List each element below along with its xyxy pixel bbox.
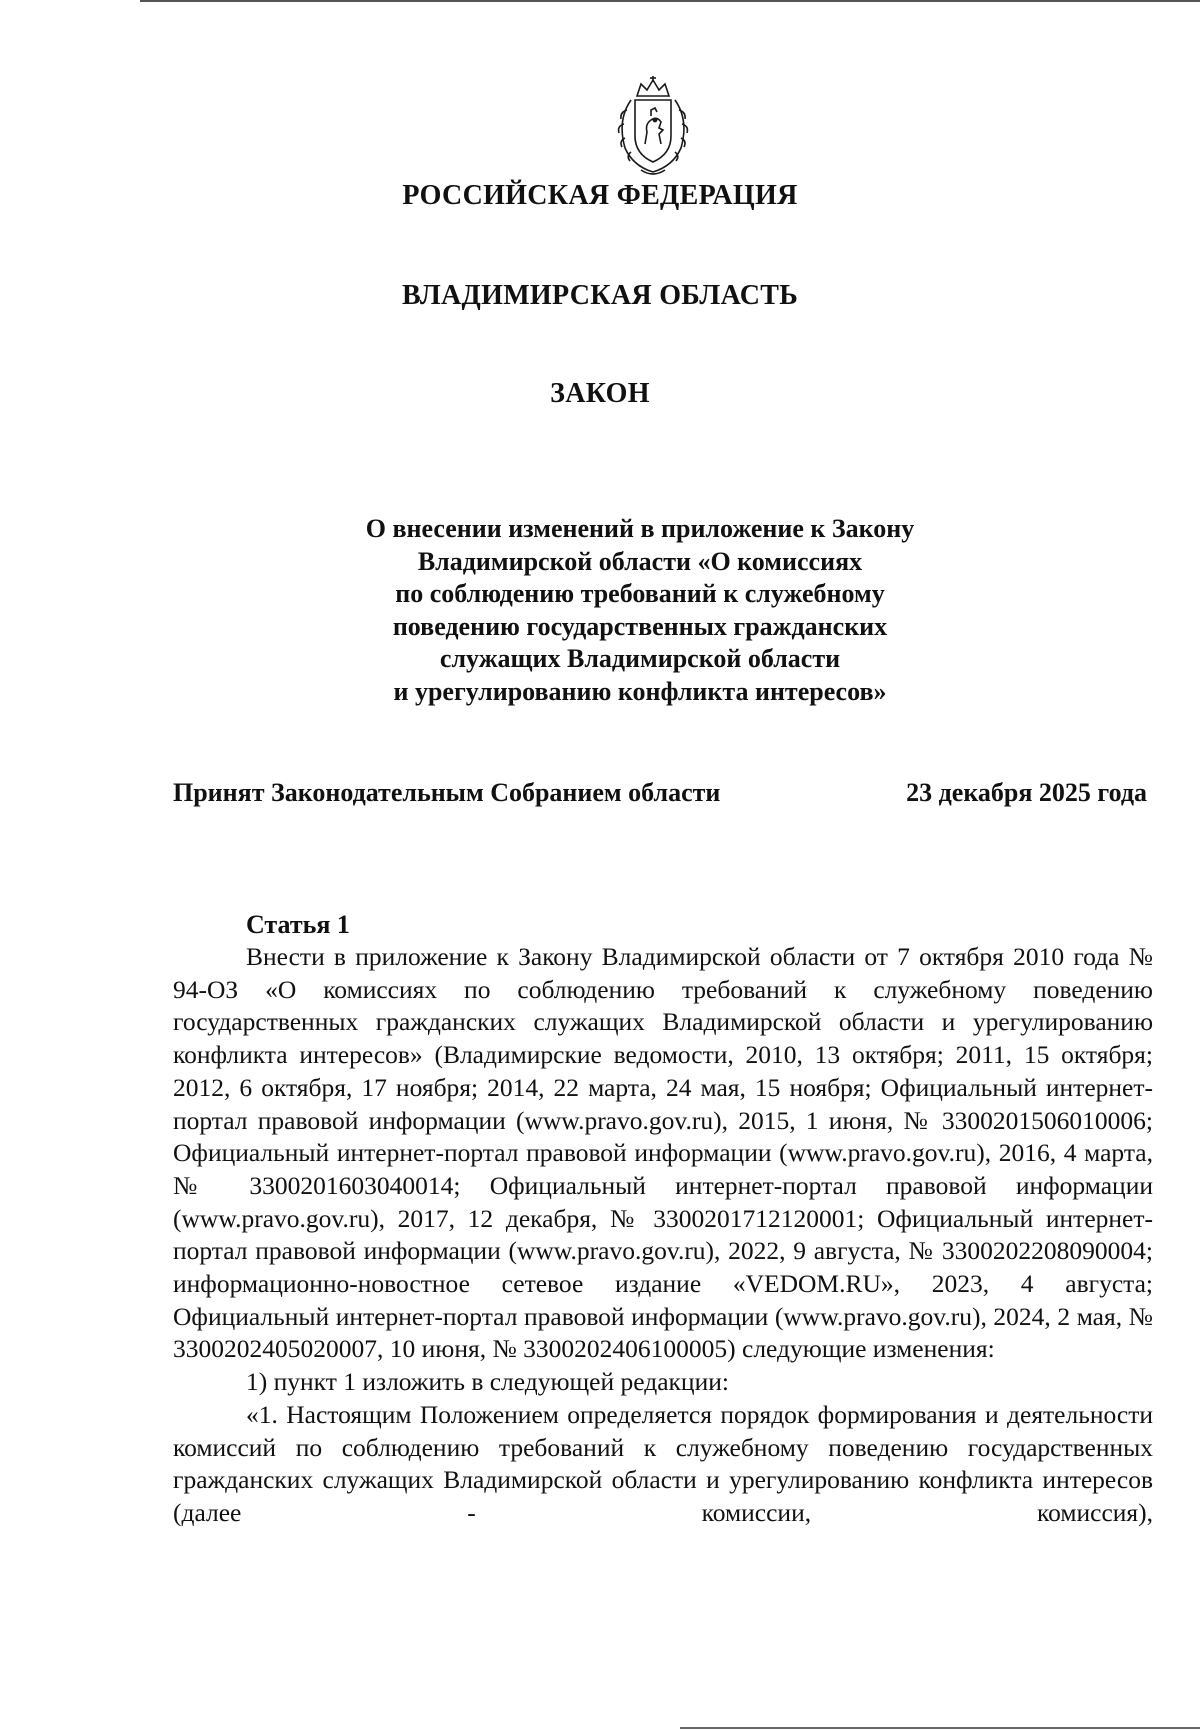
law-title-line: поведению государственных гражданских	[392, 611, 888, 641]
law-title-line: служащих Владимирской области	[439, 644, 841, 673]
scan-edge-top	[140, 0, 1200, 2]
law-title-line: и урегулированию конфликта интересов»	[393, 676, 887, 706]
law-title-line: по соблюдению требований к служебному	[395, 579, 885, 608]
country-heading: РОССИЙСКАЯ ФЕДЕРАЦИЯ	[402, 180, 798, 211]
coat-of-arms-emblem-icon	[607, 74, 699, 180]
law-title	[290, 513, 990, 708]
law-title-line: О внесении изменений в приложение к Закону	[365, 514, 915, 543]
article-heading: Статья 1	[246, 910, 350, 939]
article-paragraph: 1) пункт 1 изложить в следующей редакции:	[246, 1367, 729, 1397]
law-title-line: Владимирской области «О комиссиях	[417, 546, 863, 576]
article-body	[173, 941, 1153, 1530]
adoption-line	[173, 778, 1147, 814]
article-paragraph: Внести в приложение к Закону Владимирской области от 7 октября 2010 года № 94-ОЗ «О комиссиях по соблюдению требований к служебному поведению государственных гражданских служащих Владимирской области и урегулированию конфликта интересов» (Владимирские ведомости, 2010, 13 октября; 2011, 15 октября; 2012, 6 октября, 17 ноября; 2014, 22 марта, 24 мая, 15 ноября; Официальный интернет-портал правовой информации (www.pravo.gov.ru), 2015, 1 июня, № 3300201506010006; Официальный интернет-портал правовой информации (www.pravo.gov.ru), 2016, 4 марта, № 3300201603040014; Официальный интернет-портал правовой информации (www.pravo.gov.ru), 2017, 12 декабря, № 3300201712120001; Официальный интернет-портал правовой информации (www.pravo.gov.ru), 2022, 9 августа, № 3300202208090004; информационно-новостное сетевое издание «VEDOM.RU», 2023, 4 августа; Официальный интернет-портал правовой информации (www.pravo.gov.ru), 2024, 2 мая, № 3300202405020007, 10 июня, № 3300202406100005) следующие изменения:	[173, 942, 1153, 1364]
adoption-date: 23 декабря 2025 года	[906, 778, 1147, 807]
document-type-heading: ЗАКОН	[550, 378, 650, 409]
region-heading: ВЛАДИМИРСКАЯ ОБЛАСТЬ	[401, 280, 799, 311]
adopted-by: Принят Законодательным Собранием области	[173, 778, 721, 807]
article-paragraph: «1. Настоящим Положением определяется порядок формирования и деятельности комиссий по соблюдению требований к служебному поведению государственных гражданских служащих Владимирской области и урегулированию конфликта интересов (далее - комиссии, комиссия),	[173, 1399, 1153, 1527]
scan-edge-bottom	[680, 1727, 1200, 1729]
